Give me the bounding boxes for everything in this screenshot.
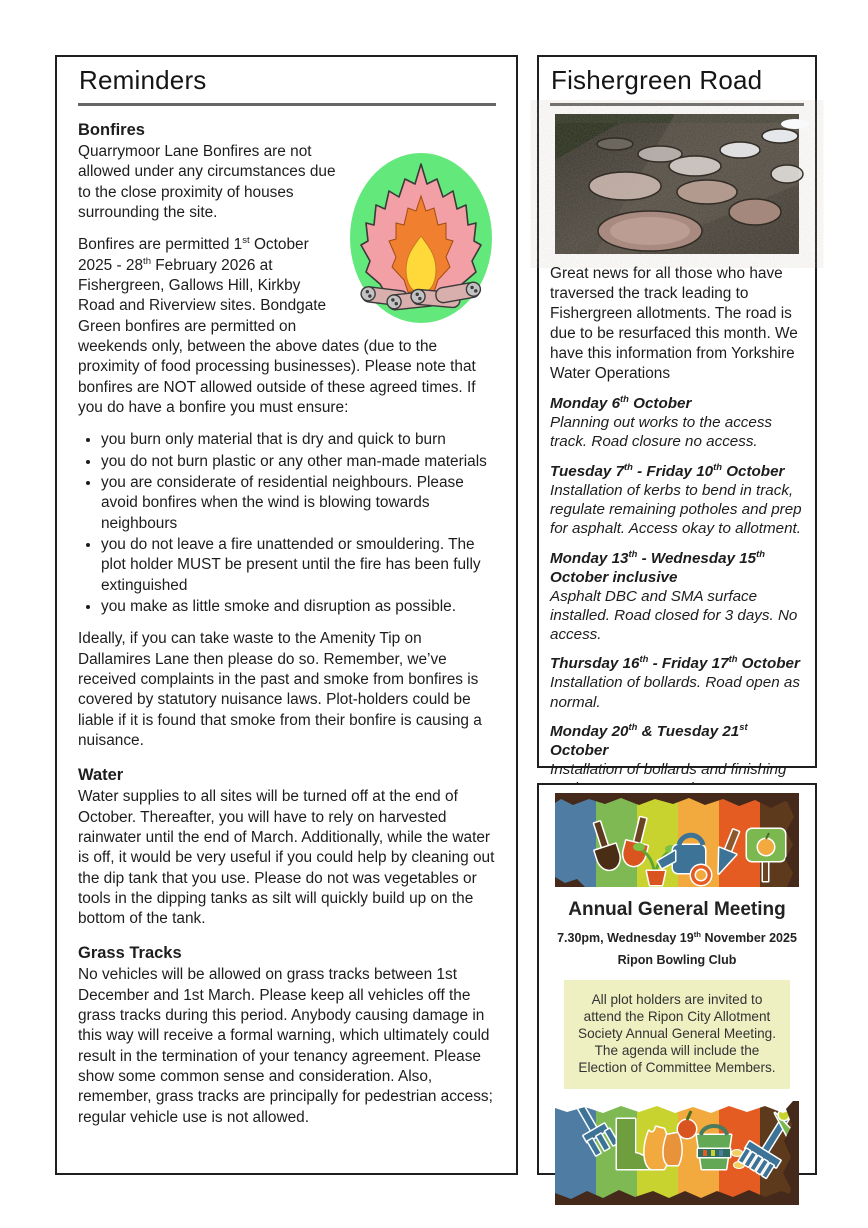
schedule-detail: Asphalt DBC and SMA surface installed. Road closed for 3 days. No access.	[550, 587, 798, 644]
schedule-date: Monday 6th October	[550, 393, 692, 413]
grass-tracks-paragraph: No vehicles will be allowed on grass tracks between 1st December and 1st March. Please keep all vehicles off the grass tracks during this period. Anybody causing damage in this way will receive a formal warning, which ultimately could result in the termination of your tenancy agreement. Please show some common sense and consideration. Also, remember, grass tracks are principally for pedestrian access; regular vehicle use is not allowed.	[78, 966, 493, 1126]
schedule-date: Monday 13th - Wednesday 15th October inclusive	[550, 547, 766, 586]
agm-poster-panel	[537, 783, 817, 1175]
bonfires-paragraph-3: Ideally, if you can take waste to the Amenity Tip on Dallamires Lane then please do so. Remember, we’ve received complaints in the past and smoke from bonfires is covered by statutory nuisance laws. Plot-holders could be liable if it is found that smoke from their bonfire is causing a nuisance.	[78, 630, 482, 749]
bonfire-rule-item: • you are considerate of residential neighbours. Please avoid bonfires when the wind is blowing towards neighbours	[101, 473, 496, 534]
reminders-panel	[55, 55, 518, 1175]
bonfire-rule-item: • you make as little smoke and disruption as possible.	[101, 597, 496, 617]
bonfire-icon	[346, 144, 496, 326]
agm-title: Annual General Meeting	[568, 899, 786, 920]
schedule-date: Monday 20th & Tuesday 21st October	[550, 721, 748, 760]
schedule-detail: Installation of bollards and finishing	[550, 761, 787, 779]
schedule-entry	[550, 462, 804, 539]
schedule-entry	[550, 654, 804, 712]
schedule-detail: Installation of bollards. Road open as normal.	[550, 674, 800, 711]
water-paragraph: Water supplies to all sites will be turned off at the end of October. Thereafter, you will have to rely on harvested rainwater until the end of March. Additionally, while the water is off, it would be very useful if you could help by cleaning out the dip tank that you use. Please do not was vegetables or tools in the dipping tanks as silt will quickly build up on the bottom of the tank.	[78, 788, 495, 928]
agm-invitation-text: All plot holders are invited to attend the Ripon City Allotment Society Annual General Meeting. The agenda will include the Election of Committee Members.	[564, 980, 790, 1089]
fishergreen-intro: Great news for all those who have traversed the track leading to Fishergreen allotments. The road is due to be resurfaced this month. We have this information from Yorkshire Water Operations	[550, 265, 798, 383]
bonfires-heading: Bonfires	[78, 121, 145, 139]
water-heading: Water	[78, 766, 124, 785]
garden-tools-banner-top-image	[555, 793, 799, 887]
bonfires-paragraph-2: Bonfires are permitted 1st October 2025 - 28th February 2026 at Fishergreen, Gallows Hill, Kirkby Road and Riverview sites. Bondgate Green bonfires are permitted on weekends only, between the above dates (due to the proximity of food processing businesses). Please note that bonfires are NOT allowed outside of these agreed times. If you do have a bonfire you must ensure:	[78, 235, 476, 416]
schedule-date: Tuesday 7th - Friday 10th October	[550, 460, 785, 480]
agm-datetime: 7.30pm, Wednesday 19th November 2025	[557, 929, 797, 945]
schedule-detail: Installation of kerbs to bend in track, regulate remaining potholes and prep for asphalt. Access okay to allotment.	[550, 481, 802, 538]
fishergreen-title: Fishergreen Road	[550, 63, 804, 106]
fishergreen-road-panel	[537, 55, 817, 779]
schedule-entry	[550, 394, 804, 452]
schedule-date: Thursday 16th - Friday 17th October	[550, 653, 800, 673]
grass-tracks-heading: Grass Tracks	[78, 944, 182, 963]
bonfire-rule-item: • you do not leave a fire unattended or smouldering. The plot holder MUST be present until the fire has been fully extinguished	[101, 535, 496, 596]
schedule-detail: Planning out works to the access track. Road closure no access.	[550, 414, 773, 451]
garden-tools-banner-bottom-image	[555, 1101, 799, 1205]
pothole-road-photo	[555, 114, 799, 254]
bonfires-paragraph-1: Quarrymoor Lane Bonfires are not allowed under any circumstances due to the close proximity of houses surrounding the site.	[78, 143, 336, 221]
schedule-entry	[550, 549, 804, 645]
bonfire-rule-item: • you burn only material that is dry and quick to burn	[101, 430, 496, 450]
reminders-title: Reminders	[78, 63, 496, 106]
bonfire-rule-item: • you do not burn plastic or any other man-made materials	[101, 452, 496, 472]
agm-venue: Ripon Bowling Club	[617, 953, 737, 967]
bonfires-rules-list	[78, 430, 496, 617]
